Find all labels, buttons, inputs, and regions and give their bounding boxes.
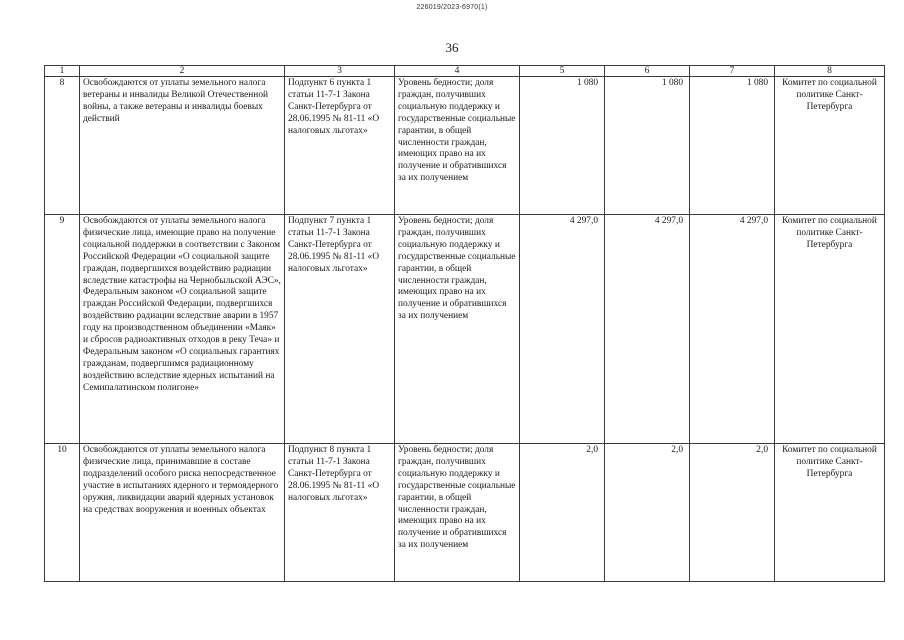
target-indicator: Уровень бедности; доля граждан, получивших социальную поддержку и государственные социальные гарантии, в общей численности граждан, имеющих право на их получение и обратившихся за их получением (395, 215, 520, 444)
curator: Комитет по социальной политике Санкт-Петербурга (775, 444, 885, 582)
header-cell: 8 (775, 66, 885, 77)
row-number: 9 (45, 215, 80, 444)
header-cell: 6 (605, 66, 690, 77)
document-id: 226019/2023-6970(1) (416, 4, 488, 11)
header-cell: 5 (520, 66, 605, 77)
table-row (45, 215, 885, 444)
page-number: 36 (445, 40, 459, 55)
curator: Комитет по социальной политике Санкт-Петербурга (775, 77, 885, 215)
table-row (45, 77, 885, 215)
value-col5: 4 297,0 (520, 215, 605, 444)
value-col5: 1 080 (520, 77, 605, 215)
row-number: 10 (45, 444, 80, 582)
value-col7: 1 080 (690, 77, 775, 215)
table-row (45, 444, 885, 582)
benefit-description: Освобождаются от уплаты земельного налога физические лица, принимавшие в составе подразделений особого риска непосредственное участие в испытаниях ядерного и термоядерного оружия, ликвидации аварий ядерных установок на средствах вооружения и военных объектах (80, 444, 285, 582)
legal-basis: Подпункт 8 пункта 1 статьи 11-7-1 Закона Санкт-Петербурга от 28.06.1995 № 81-11 «О налоговых льготах» (285, 444, 395, 582)
row-number: 8 (45, 77, 80, 215)
benefit-description: Освобождаются от уплаты земельного налога ветераны и инвалиды Великой Отечественной войны, а также ветераны и инвалиды боевых действий (80, 77, 285, 215)
benefit-description: Освобождаются от уплаты земельного налога физические лица, имеющие право на получение социальной поддержки в соответствии с Законом Российской Федерации «О социальной защите граждан, подвергшихся воздействию радиации вследствие катастрофы на Чернобыльской АЭС», Федеральным законом «О социальной защите граждан Российской Федерации, подвергшихся воздействию радиации вследствие аварии в 1957 году на производственном объединении «Маяк» и сбросов радиоактивных отходов в реку Теча» и Федеральным законом «О социальных гарантиях гражданам, подвергшимся радиационному воздействию вследствие ядерных испытаний на Семипалатинском полигоне» (80, 215, 285, 444)
header-row (45, 66, 885, 77)
header-cell: 4 (395, 66, 520, 77)
value-col6: 2,0 (605, 444, 690, 582)
curator: Комитет по социальной политике Санкт-Петербурга (775, 215, 885, 444)
header-cell: 2 (80, 66, 285, 77)
value-col7: 2,0 (690, 444, 775, 582)
value-col6: 4 297,0 (605, 215, 690, 444)
value-col6: 1 080 (605, 77, 690, 215)
header-cell: 7 (690, 66, 775, 77)
target-indicator: Уровень бедности; доля граждан, получивших социальную поддержку и государственные социальные гарантии, в общей численности граждан, имеющих право на их получение и обратившихся за их получением (395, 444, 520, 582)
target-indicator: Уровень бедности; доля граждан, получивших социальную поддержку и государственные социальные гарантии, в общей численности граждан, имеющих право на их получение и обратившихся за их получением (395, 77, 520, 215)
benefits-table (44, 65, 885, 582)
value-col7: 4 297,0 (690, 215, 775, 444)
legal-basis: Подпункт 7 пункта 1 статьи 11-7-1 Закона Санкт-Петербурга от 28.06.1995 № 81-11 «О налоговых льготах» (285, 215, 395, 444)
legal-basis: Подпункт 6 пункта 1 статьи 11-7-1 Закона Санкт-Петербурга от 28.06.1995 № 81-11 «О налоговых льготах» (285, 77, 395, 215)
header-cell: 3 (285, 66, 395, 77)
header-cell: 1 (45, 66, 80, 77)
value-col5: 2,0 (520, 444, 605, 582)
